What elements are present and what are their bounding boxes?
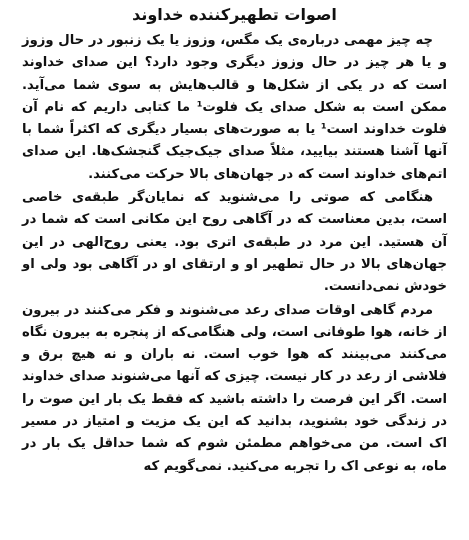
- document-body: [22, 30, 447, 478]
- paragraph-3: مردم گاهی اوقات صدای رعد می‌شنوند و فکر می‌کنند در بیرون از خانه، هوا طوفانی است، ولی هنگامی‌که از پنجره به بیرون نگاه می‌کنند می‌بینند که هوا خوب است. نه باران و نه هیچ برق و فلاشی از رعد در کار نیست. چیزی که آنها می‌شنوند صدای خداوند است. اگر این فرصت را داشته باشید که فقط یک بار این صوت را در زندگی خود بشنوید، بدانید که این یک مزیت و امتیاز در مسیر اک است. من می‌خواهم مطمئن شوم که شما حداقل یک بار در ماه، به نوعی اک را تجربه می‌کنید. نمی‌گویم که: [22, 302, 447, 474]
- paragraph-2: هنگامی که صوتی را می‌شنوید که نمایان‌گر طبقه‌ی خاصی است، بدین معناست که در آگاهی روح این مکانی است که شما در آن هستید. این مرد در طبقه‌ی اتری بود. یعنی روح‌الهی در این جهان‌های بالا در حال تطهیر او و ارتقای او در آگاهی بود ولی او خودش نمی‌دانست.: [22, 190, 447, 295]
- document-title: اصوات تطهیرکننده خداوند: [132, 5, 337, 24]
- paragraph-1: چه چیز مهمی درباره‌ی یک مگس، وزوز یا یک زنبور در حال وزوز و یا هر چیز در حال وزوز دیگری وجود دارد؟ این صدای خداوند است که در یکی از شکل‌ها و قالب‌هایش به سوی شما می‌آید. ممکن است به شکل صدای یک فلوت¹ ما کتابی داریم که نام آن فلوت خداوند است¹ یا به صورت‌های بسیار دیگری که اکثراً شما با آنها آشنا هستند بیایید، مثلاً صدای جیک‌جیک گنجشک‌ها. این صدای اتم‌های خداوند است که در جهان‌های بالا حرکت می‌کنند.: [22, 33, 447, 182]
